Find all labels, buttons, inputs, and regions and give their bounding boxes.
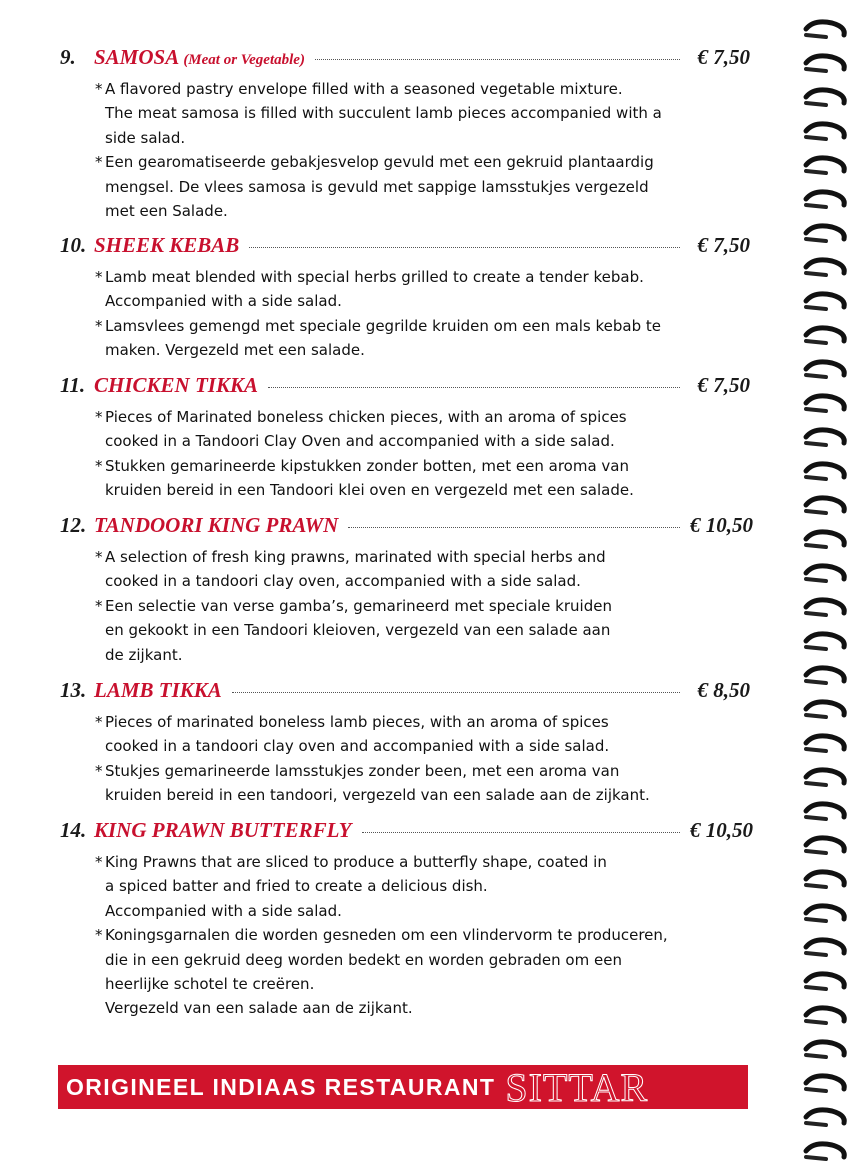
spiral-loop: [806, 940, 844, 955]
spiral-loop: [806, 634, 844, 649]
item-description: [95, 850, 750, 1021]
menu-item-lamb-tikka: [60, 678, 750, 808]
dot-leader: [348, 526, 680, 528]
spiral-loop: [806, 498, 844, 513]
item-title-row: [60, 513, 753, 543]
spiral-loop: [806, 22, 844, 37]
item-description: [95, 545, 750, 667]
description-english: * A selection of fresh king prawns, marinated with special herbs and cooked in a tandoori clay oven, accompanied with a side salad.: [95, 548, 606, 591]
spiral-loop: [806, 600, 844, 615]
spiral-loop: [806, 362, 844, 377]
item-price: € 7,50: [697, 45, 750, 69]
spiral-loop: [806, 294, 844, 309]
spiral-loop: [806, 158, 844, 173]
banner-text: ORIGINEEL INDIAAS RESTAURANT: [66, 1073, 496, 1100]
description-dutch: * Koningsgarnalen die worden gesneden om een vlindervorm te produceren, die in een gekruid deeg worden bedekt en worden gebraden om een heerlijke schotel te creëren. Vergezeld van een salade aan de zijkant.: [95, 926, 668, 1018]
spiral-loop: [806, 770, 844, 785]
spiral-loop: [806, 974, 844, 989]
item-title-row: [60, 818, 753, 848]
item-title-row: [60, 45, 750, 75]
spiral-loop: [806, 1144, 844, 1159]
description-dutch: * Lamsvlees gemengd met speciale gegrilde kruiden om een mals kebab te maken. Vergezeld met een salade.: [95, 316, 661, 360]
menu-item-samosa: [60, 45, 750, 223]
item-description: [95, 77, 750, 223]
spiral-loop: [806, 532, 844, 547]
item-name: CHICKEN TIKKA: [94, 373, 258, 397]
spiral-loop: [806, 566, 844, 581]
item-name-sub: (Meat or Vegetable): [183, 52, 305, 68]
restaurant-logo: SITTAR: [505, 1064, 649, 1110]
spiral-loop: [806, 1076, 844, 1091]
dot-leader: [249, 246, 680, 248]
spiral-loop: [806, 668, 844, 683]
dot-leader: [315, 58, 680, 60]
spiral-loop: [806, 192, 844, 207]
spiral-loop: [806, 56, 844, 71]
spiral-loop: [806, 90, 844, 105]
item-number: 11.: [60, 373, 86, 397]
item-title-row: [60, 233, 750, 263]
spiral-loop: [806, 702, 844, 717]
item-description: [95, 405, 750, 503]
description-english: * Pieces of marinated boneless lamb pieces, with an aroma of spices cooked in a tandoori clay oven and accompanied with a side salad.: [95, 713, 610, 756]
description-dutch: * Stukken gemarineerde kipstukken zonder botten, met een aroma van kruiden bereid in een Tandoori klei oven en vergezeld met een salade.: [95, 456, 634, 500]
item-name: TANDOORI KING PRAWN: [94, 513, 339, 537]
item-name: SHEEK KEBAB: [94, 233, 240, 257]
item-title-row: [60, 678, 750, 708]
spiral-loop: [806, 804, 844, 819]
spiral-loop: [806, 464, 844, 479]
spiral-loop: [806, 226, 844, 241]
spiral-loop: [806, 260, 844, 275]
dot-leader: [232, 691, 680, 693]
dot-leader: [268, 386, 680, 388]
item-price: € 7,50: [697, 373, 750, 397]
spiral-loop: [806, 838, 844, 853]
item-name: SAMOSA (Meat or Vegetable): [94, 45, 305, 69]
item-number: 9.: [60, 45, 76, 69]
item-price: € 8,50: [697, 678, 750, 702]
spiral-loop: [806, 736, 844, 751]
description-dutch: * Een gearomatiseerde gebakjesvelop gevuld met een gekruid plantaardig mengsel. De vlees samosa is gevuld met sappige lamsstukjes vergezeld met een Salade.: [95, 153, 654, 221]
description-english: * A flavored pastry envelope filled with a seasoned vegetable mixture. The meat samosa is filled with succulent lamb pieces accompanied with a side salad.: [95, 80, 662, 147]
item-number: 14.: [60, 818, 87, 842]
spiral-loop: [806, 1042, 844, 1057]
item-price: € 7,50: [697, 233, 750, 257]
item-description: [95, 710, 750, 808]
menu-item-tandoori-king-prawn: [60, 513, 753, 667]
description-english: * Lamb meat blended with special herbs grilled to create a tender kebab. Accompanied with a side salad.: [95, 268, 644, 311]
item-name: KING PRAWN BUTTERFLY: [94, 818, 352, 842]
menu-item-chicken-tikka: [60, 373, 750, 503]
dot-leader: [362, 831, 681, 833]
item-name: LAMB TIKKA: [94, 678, 222, 702]
item-price: € 10,50: [690, 818, 753, 842]
spiral-loop: [806, 1110, 844, 1125]
item-number: 13.: [60, 678, 87, 702]
spiral-loop: [806, 872, 844, 887]
spiral-loop: [806, 430, 844, 445]
spiral-loop: [806, 906, 844, 921]
description-dutch: * Een selectie van verse gamba’s, gemarineerd met speciale kruiden en gekookt in een Tandoori kleioven, vergezeld van een salade aan de zijkant.: [95, 596, 612, 664]
spiral-loop: [806, 328, 844, 343]
item-number: 10.: [60, 233, 87, 257]
item-price: € 10,50: [690, 513, 753, 537]
item-description: [95, 265, 750, 363]
spiral-loop: [806, 124, 844, 139]
spiral-loop: [806, 396, 844, 411]
description-english: * Pieces of Marinated boneless chicken pieces, with an aroma of spices cooked in a Tandoori Clay Oven and accompanied with a side salad.: [95, 408, 627, 451]
menu-item-sheek-kebab: [60, 233, 750, 363]
spiral-binding: [800, 0, 850, 1169]
item-number: 12.: [60, 513, 87, 537]
spiral-loop: [806, 1008, 844, 1023]
description-english: * King Prawns that are sliced to produce a butterfly shape, coated in a spiced batter and fried to create a delicious dish. Accompanied with a side salad.: [95, 853, 607, 920]
menu-item-king-prawn-butterfly: [60, 818, 753, 1021]
item-title-row: [60, 373, 750, 403]
description-dutch: * Stukjes gemarineerde lamsstukjes zonder been, met een aroma van kruiden bereid in een tandoori, vergezeld van een salade aan de zijkant.: [95, 761, 650, 805]
restaurant-banner: [58, 1065, 748, 1109]
